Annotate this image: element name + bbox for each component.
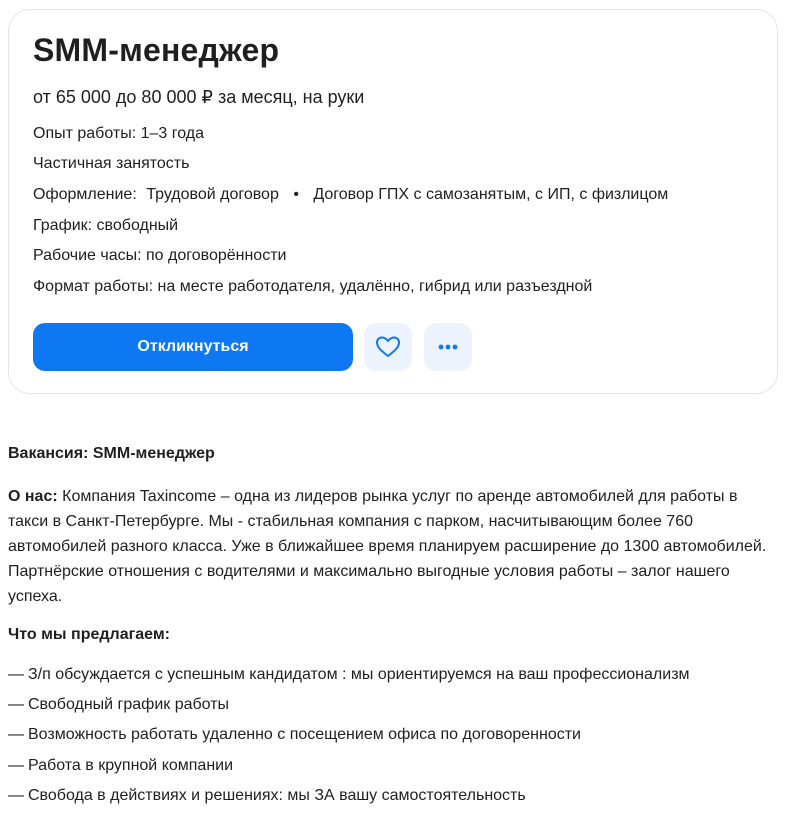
schedule: График: свободный [33,217,179,234]
offer-heading: Что мы предлагаем: [8,626,170,643]
more-dots-icon [438,344,458,350]
heart-icon [375,335,401,359]
employment-type: Частичная занятость [33,155,190,172]
list-item: — Работа в крупной компании [8,757,234,774]
work-format: Формат работы: на месте работодателя, удалённо, гибрид или разъездной [33,278,593,295]
description-heading: Вакансия: SMM-менеджер [8,445,215,462]
working-hours: Рабочие часы: по договорённости [33,247,287,264]
about-text: Компания Taxincome – одна из лидеров рынка услуг по аренде автомобилей для работы в такси в Санкт-Петербурге. Мы - стабильная компания с парком, насчитывающим более 760 автомобилей разного класса. Уже в ближайшее время планируем расширение до 1300 автомобилей. Партнёрские отношения с водителями и максимально выгодные условия работы – залог нашего успеха. [8,488,767,605]
salary: от 65 000 до 80 000 ₽ за месяц, на руки [33,87,365,107]
list-item: — Свободный график работы [8,696,230,713]
list-item: — Свобода в действиях и решениях: мы ЗА вашу самостоятельность [8,787,526,804]
experience: Опыт работы: 1–3 года [33,125,205,142]
contract-value-2: Договор ГПХ с самозанятым, с ИП, с физлицом [313,186,669,203]
vacancy-title: SMM-менеджер [33,32,280,68]
about-paragraph [8,484,778,609]
apply-button[interactable]: Откликнуться [33,323,353,371]
favorite-button[interactable] [364,323,412,371]
contract-separator: • [293,186,299,203]
list-item: — З/п обсуждается с успешным кандидатом : мы ориентируемся на ваш профессионализм [8,666,690,683]
list-item: — Возможность работать удаленно с посещением офиса по договоренности [8,726,581,743]
contract-value-1: Трудовой договор [146,186,279,203]
more-button[interactable] [424,323,472,371]
contract-label: Оформление: [33,186,137,203]
about-label: О нас: [8,488,58,505]
contract-types [33,186,668,204]
vacancy-card [8,9,778,394]
